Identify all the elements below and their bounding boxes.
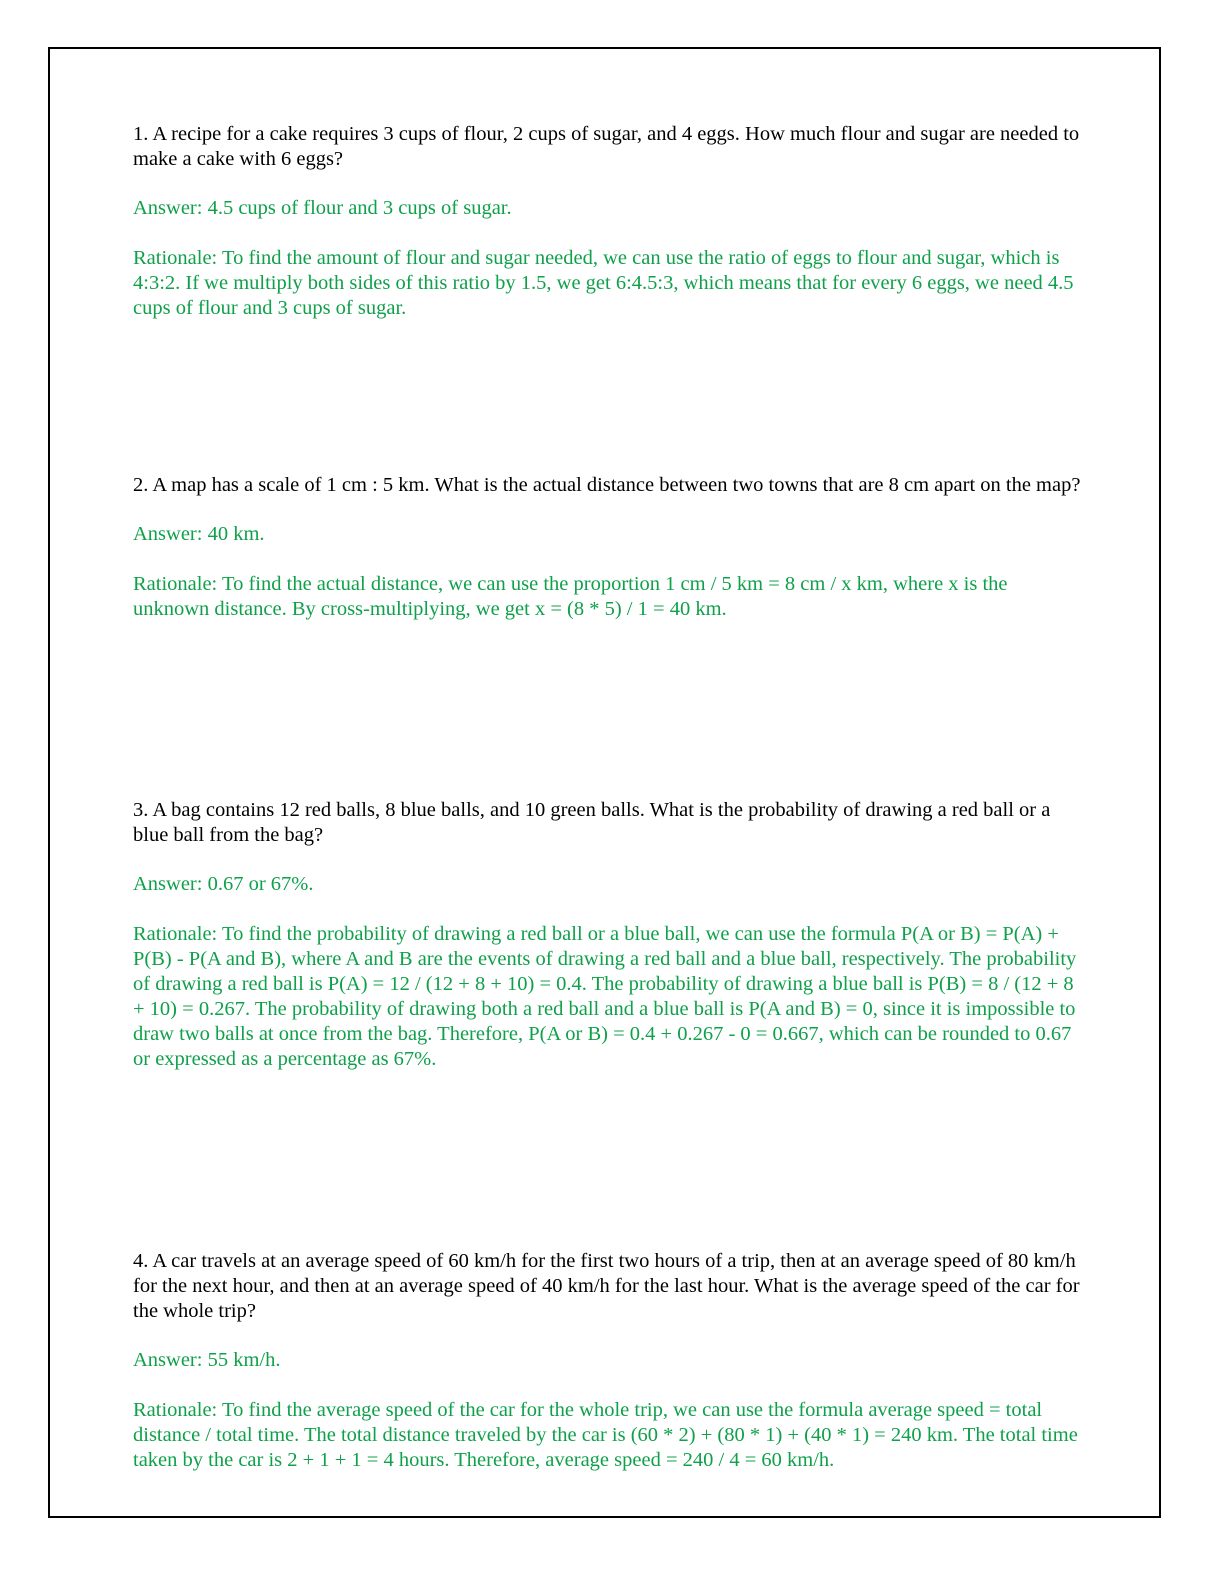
answer-text: Answer: 0.67 or 67%. bbox=[133, 873, 314, 895]
question-text: 1. A recipe for a cake requires 3 cups of flour, 2 cups of sugar, and 4 eggs. How much flour and sugar are needed to make a cake with 6 eggs? bbox=[133, 123, 1080, 170]
question-text: 4. A car travels at an average speed of 60 km/h for the first two hours of a trip, then at an average speed of 80 km/h for the next hour, and then at an average speed of 40 km/h for the last hour. What is the average speed of the car for the whole trip? bbox=[133, 1250, 1080, 1322]
question-block-4 bbox=[133, 1249, 1083, 1473]
answer-text: Answer: 4.5 cups of flour and 3 cups of sugar. bbox=[133, 197, 512, 219]
question-text: 3. A bag contains 12 red balls, 8 blue balls, and 10 green balls. What is the probability of drawing a red ball or a blue ball from the bag? bbox=[133, 799, 1051, 846]
rationale-text: Rationale: To find the probability of drawing a red ball or a blue ball, we can use the formula P(A or B) = P(A) + P(B) - P(A and B), where A and B are the events of drawing a red ball and a blue ball, respectively. The probability of drawing a red ball is P(A) = 12 / (12 + 8 + 10) = 0.4. The probability of drawing a blue ball is P(B) = 8 / (12 + 8 + 10) = 0.267. The probability of drawing both a red ball and a blue ball is P(A and B) = 0, since it is impossible to draw two balls at once from the bag. Therefore, P(A or B) = 0.4 + 0.267 - 0 = 0.667, which can be rounded to 0.67 or expressed as a percentage as 67%. bbox=[133, 923, 1077, 1070]
rationale-text: Rationale: To find the amount of flour and sugar needed, we can use the ratio of eggs to flour and sugar, which is 4:3:2. If we multiply both sides of this ratio by 1.5, we get 6:4.5:3, which means that for every 6 eggs, we need 4.5 cups of flour and 3 cups of sugar. bbox=[133, 247, 1074, 319]
answer-text: Answer: 55 km/h. bbox=[133, 1349, 281, 1371]
question-block-1 bbox=[133, 122, 1083, 321]
rationale-text: Rationale: To find the average speed of the car for the whole trip, we can use the formula average speed = total distance / total time. The total distance traveled by the car is (60 * 2) + (80 * 1) + (40 * 1) = 240 km. The total time taken by the car is 2 + 1 + 1 = 4 hours. Therefore, average speed = 240 / 4 = 60 km/h. bbox=[133, 1399, 1078, 1471]
rationale-text: Rationale: To find the actual distance, we can use the proportion 1 cm / 5 km = 8 cm / x km, where x is the unknown distance. By cross-multiplying, we get x = (8 * 5) / 1 = 40 km. bbox=[133, 573, 1008, 620]
answer-text: Answer: 40 km. bbox=[133, 523, 265, 545]
question-block-3 bbox=[133, 798, 1083, 1072]
question-text: 2. A map has a scale of 1 cm : 5 km. What is the actual distance between two towns that are 8 cm apart on the map? bbox=[133, 474, 1081, 496]
question-block-2 bbox=[133, 473, 1083, 622]
